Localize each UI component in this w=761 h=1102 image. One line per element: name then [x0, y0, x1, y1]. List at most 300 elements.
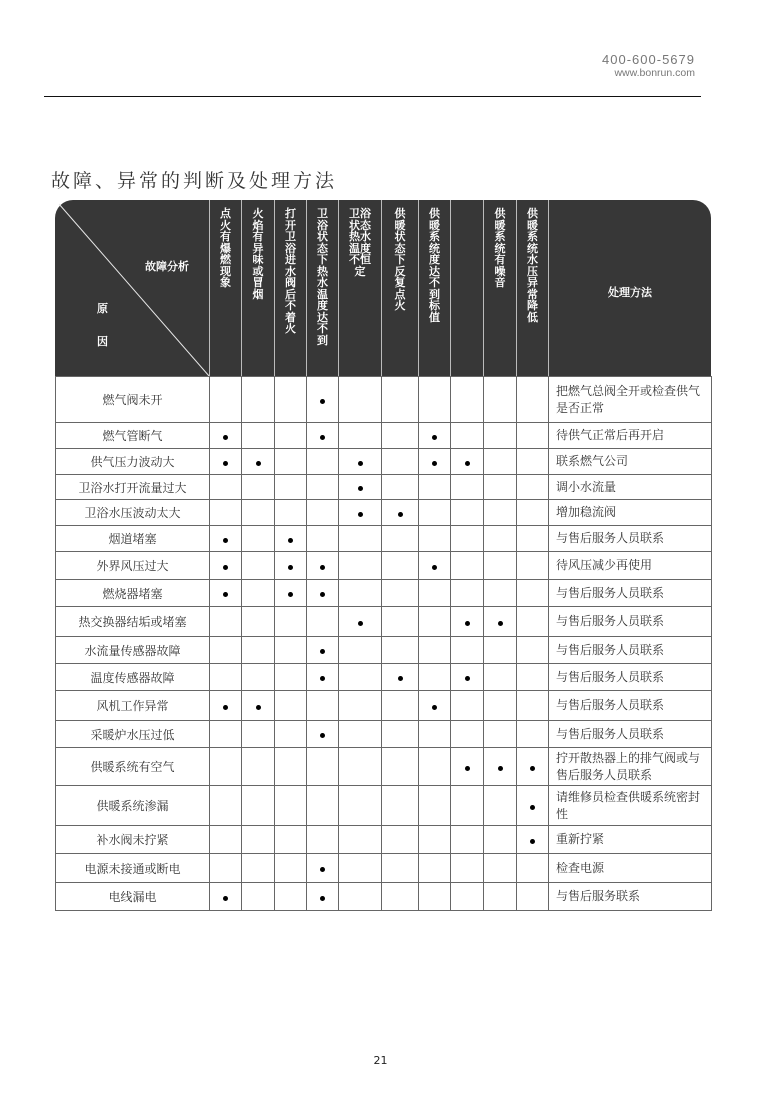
- table-row: [56, 883, 712, 911]
- fault-mark-cell: [210, 637, 242, 664]
- fault-column-label: 点火有爆燃现象: [220, 207, 231, 289]
- fault-column-header: [381, 200, 418, 376]
- fault-mark-cell: [451, 552, 484, 580]
- fault-mark-cell: [275, 552, 307, 580]
- fault-mark-cell: [451, 854, 484, 883]
- fault-cause: 采暖炉水压过低: [56, 721, 210, 748]
- fault-cause: 供气压力波动大: [56, 449, 210, 475]
- bullet-dot-icon: [223, 896, 228, 901]
- fault-mark-cell: [210, 377, 242, 423]
- fault-column-label: 供暖系统度达不到标值: [429, 207, 440, 324]
- fault-mark-cell: [517, 721, 549, 748]
- fault-mark-cell: [484, 854, 517, 883]
- fault-mark-cell: [517, 664, 549, 691]
- fault-column-label: 打开卫浴进水阀后不着火: [285, 207, 296, 335]
- fault-mark-cell: [517, 854, 549, 883]
- fault-mark-cell: [307, 607, 339, 637]
- fault-mark-cell: [339, 721, 382, 748]
- fault-cause: 燃气阀未开: [56, 377, 210, 423]
- fault-mark-cell: [275, 691, 307, 721]
- fault-mark-cell: [484, 637, 517, 664]
- bullet-dot-icon: [432, 461, 437, 466]
- fault-mark-cell: [451, 721, 484, 748]
- fault-mark-cell: [451, 423, 484, 449]
- fault-mark-cell: [382, 721, 419, 748]
- solution-method: 增加稳流阀: [549, 500, 712, 526]
- fault-mark-cell: [484, 826, 517, 854]
- fault-mark-cell: [339, 664, 382, 691]
- fault-mark-cell: [307, 500, 339, 526]
- bullet-dot-icon: [465, 676, 470, 681]
- fault-mark-cell: [242, 377, 275, 423]
- bullet-dot-icon: [320, 896, 325, 901]
- table-row: [56, 475, 712, 500]
- fault-mark-cell: [382, 377, 419, 423]
- fault-mark-cell: [339, 377, 382, 423]
- fault-mark-cell: [484, 786, 517, 826]
- fault-cause: 电线漏电: [56, 883, 210, 911]
- fault-mark-cell: [307, 423, 339, 449]
- fault-mark-cell: [210, 748, 242, 786]
- fault-mark-cell: [451, 500, 484, 526]
- solution-method: 把燃气总阀全开或检查供气是否正常: [549, 377, 712, 423]
- header-divider: [44, 96, 701, 97]
- fault-mark-cell: [210, 826, 242, 854]
- fault-mark-cell: [451, 664, 484, 691]
- fault-mark-cell: [210, 607, 242, 637]
- bullet-dot-icon: [530, 839, 535, 844]
- fault-mark-cell: [275, 449, 307, 475]
- solution-method: 调小水流量: [549, 475, 712, 500]
- table-row: [56, 552, 712, 580]
- fault-column-header: [274, 200, 306, 376]
- fault-mark-cell: [517, 691, 549, 721]
- fault-mark-cell: [307, 377, 339, 423]
- bullet-dot-icon: [256, 705, 261, 710]
- fault-mark-cell: [242, 526, 275, 552]
- fault-mark-cell: [451, 580, 484, 607]
- fault-mark-cell: [517, 637, 549, 664]
- fault-mark-cell: [451, 526, 484, 552]
- bullet-dot-icon: [320, 592, 325, 597]
- fault-mark-cell: [382, 854, 419, 883]
- fault-mark-cell: [382, 786, 419, 826]
- fault-mark-cell: [275, 526, 307, 552]
- fault-mark-cell: [307, 721, 339, 748]
- fault-mark-cell: [484, 500, 517, 526]
- fault-mark-cell: [242, 826, 275, 854]
- fault-mark-cell: [339, 786, 382, 826]
- bullet-dot-icon: [320, 676, 325, 681]
- fault-mark-cell: [517, 500, 549, 526]
- fault-mark-cell: [451, 786, 484, 826]
- fault-mark-cell: [339, 854, 382, 883]
- fault-cause: 供暖系统有空气: [56, 748, 210, 786]
- fault-mark-cell: [275, 637, 307, 664]
- fault-mark-cell: [382, 637, 419, 664]
- fault-mark-cell: [517, 526, 549, 552]
- fault-cause: 温度传感器故障: [56, 664, 210, 691]
- bullet-dot-icon: [432, 705, 437, 710]
- fault-mark-cell: [307, 449, 339, 475]
- fault-column-header: [483, 200, 516, 376]
- fault-mark-cell: [419, 883, 451, 911]
- fault-mark-cell: [517, 552, 549, 580]
- fault-mark-cell: [419, 500, 451, 526]
- fault-mark-cell: [339, 826, 382, 854]
- fault-column-label: 供暖系统有噪音: [494, 207, 506, 289]
- fault-mark-cell: [517, 475, 549, 500]
- solution-method: 与售后服务人员联系: [549, 691, 712, 721]
- bullet-dot-icon: [223, 461, 228, 466]
- fault-mark-cell: [307, 786, 339, 826]
- phone-number: 400-600-5679: [602, 52, 695, 67]
- bullet-dot-icon: [223, 565, 228, 570]
- fault-mark-cell: [419, 377, 451, 423]
- fault-mark-cell: [242, 449, 275, 475]
- fault-cause: 卫浴水压波动太大: [56, 500, 210, 526]
- troubleshooting-table: [55, 200, 711, 911]
- solution-method: 待供气正常后再开启: [549, 423, 712, 449]
- fault-mark-cell: [517, 423, 549, 449]
- solution-method: 与售后服务人员联系: [549, 526, 712, 552]
- fault-mark-cell: [419, 475, 451, 500]
- solution-method: 待风压减少再使用: [549, 552, 712, 580]
- fault-mark-cell: [382, 826, 419, 854]
- fault-mark-cell: [484, 552, 517, 580]
- fault-mark-cell: [419, 664, 451, 691]
- fault-mark-cell: [242, 883, 275, 911]
- fault-mark-cell: [210, 883, 242, 911]
- bullet-dot-icon: [358, 486, 363, 491]
- fault-mark-cell: [451, 449, 484, 475]
- fault-mark-cell: [451, 475, 484, 500]
- table-row: [56, 637, 712, 664]
- bullet-dot-icon: [358, 621, 363, 626]
- fault-cause: 补水阀未拧紧: [56, 826, 210, 854]
- bullet-dot-icon: [498, 766, 503, 771]
- fault-mark-cell: [210, 449, 242, 475]
- fault-mark-cell: [517, 786, 549, 826]
- fault-mark-cell: [382, 475, 419, 500]
- fault-mark-cell: [382, 691, 419, 721]
- fault-mark-cell: [517, 607, 549, 637]
- fault-mark-cell: [210, 580, 242, 607]
- fault-mark-cell: [307, 854, 339, 883]
- fault-mark-cell: [339, 580, 382, 607]
- fault-mark-cell: [307, 637, 339, 664]
- fault-cause: 烟道堵塞: [56, 526, 210, 552]
- fault-mark-cell: [307, 580, 339, 607]
- bullet-dot-icon: [320, 733, 325, 738]
- fault-cause: 电源未接通或断电: [56, 854, 210, 883]
- table-row: [56, 854, 712, 883]
- fault-mark-cell: [210, 423, 242, 449]
- fault-mark-cell: [419, 449, 451, 475]
- fault-mark-cell: [451, 607, 484, 637]
- bullet-dot-icon: [288, 565, 293, 570]
- solution-method: 与售后服务人员联系: [549, 664, 712, 691]
- fault-mark-cell: [242, 475, 275, 500]
- fault-mark-cell: [242, 748, 275, 786]
- table-row: [56, 580, 712, 607]
- fault-mark-cell: [339, 526, 382, 552]
- bullet-dot-icon: [398, 512, 403, 517]
- fault-mark-cell: [242, 500, 275, 526]
- fault-mark-cell: [307, 475, 339, 500]
- fault-mark-cell: [242, 721, 275, 748]
- bullet-dot-icon: [465, 621, 470, 626]
- bullet-dot-icon: [288, 538, 293, 543]
- fault-cause: 外界风压过大: [56, 552, 210, 580]
- solution-method: 重新拧紧: [549, 826, 712, 854]
- fault-mark-cell: [419, 691, 451, 721]
- fault-mark-cell: [382, 552, 419, 580]
- table-row: [56, 423, 712, 449]
- fault-mark-cell: [419, 786, 451, 826]
- contact-info: [602, 52, 695, 80]
- fault-mark-cell: [307, 826, 339, 854]
- fault-mark-cell: [242, 580, 275, 607]
- fault-mark-cell: [382, 607, 419, 637]
- fault-mark-cell: [517, 748, 549, 786]
- fault-mark-cell: [484, 449, 517, 475]
- bullet-dot-icon: [223, 592, 228, 597]
- fault-mark-cell: [451, 826, 484, 854]
- bullet-dot-icon: [358, 512, 363, 517]
- bullet-dot-icon: [498, 621, 503, 626]
- fault-mark-cell: [419, 552, 451, 580]
- solution-method: 检查电源: [549, 854, 712, 883]
- fault-mark-cell: [339, 883, 382, 911]
- fault-column-label: 供暖系统水压异常降低: [527, 207, 538, 324]
- fault-mark-cell: [275, 607, 307, 637]
- table-row: [56, 786, 712, 826]
- table-row: [56, 449, 712, 475]
- fault-mark-cell: [484, 580, 517, 607]
- fault-cause: 燃烧器堵塞: [56, 580, 210, 607]
- fault-mark-cell: [210, 786, 242, 826]
- solution-method: 与售后服务联系: [549, 883, 712, 911]
- fault-mark-cell: [451, 637, 484, 664]
- table-row: [56, 607, 712, 637]
- fault-mark-cell: [382, 580, 419, 607]
- bullet-dot-icon: [530, 805, 535, 810]
- fault-mark-cell: [419, 826, 451, 854]
- page-title: 故障、异常的判断及处理方法: [51, 169, 338, 192]
- fault-mark-cell: [307, 552, 339, 580]
- solution-method: 拧开散热器上的排气阀或与售后服务人员联系: [549, 748, 712, 786]
- fault-mark-cell: [382, 526, 419, 552]
- fault-mark-cell: [307, 526, 339, 552]
- fault-column-label: 卫浴状态热水温度不恒定: [349, 207, 371, 278]
- fault-cause: 热交换器结垢或堵塞: [56, 607, 210, 637]
- fault-column-label: 火焰有异味或冒烟: [252, 207, 264, 301]
- fault-mark-cell: [484, 691, 517, 721]
- fault-column-label: 供暖状态下反复点火: [394, 207, 406, 312]
- fault-mark-cell: [419, 854, 451, 883]
- fault-mark-cell: [210, 500, 242, 526]
- fault-mark-cell: [517, 883, 549, 911]
- fault-mark-cell: [242, 664, 275, 691]
- fault-column-header: [338, 200, 381, 376]
- fault-cause: 供暖系统渗漏: [56, 786, 210, 826]
- fault-mark-cell: [210, 721, 242, 748]
- fault-mark-cell: [307, 883, 339, 911]
- fault-mark-cell: [242, 637, 275, 664]
- fault-column-header: [306, 200, 338, 376]
- fault-column-header: [209, 200, 241, 376]
- fault-mark-cell: [307, 664, 339, 691]
- fault-mark-cell: [275, 423, 307, 449]
- bullet-dot-icon: [223, 538, 228, 543]
- fault-mark-cell: [275, 664, 307, 691]
- fault-cause: 水流量传感器故障: [56, 637, 210, 664]
- method-column-header: [548, 200, 711, 376]
- fault-mark-cell: [242, 423, 275, 449]
- solution-method: 与售后服务人员联系: [549, 721, 712, 748]
- table-header: [55, 200, 711, 376]
- solution-method: 与售后服务人员联系: [549, 607, 712, 637]
- fault-mark-cell: [275, 854, 307, 883]
- fault-mark-cell: [382, 449, 419, 475]
- bullet-dot-icon: [465, 461, 470, 466]
- fault-column-header: [516, 200, 548, 376]
- fault-mark-cell: [484, 721, 517, 748]
- method-column-label: 处理方法: [608, 286, 652, 299]
- fault-mark-cell: [210, 691, 242, 721]
- bullet-dot-icon: [320, 867, 325, 872]
- fault-mark-cell: [242, 786, 275, 826]
- fault-mark-cell: [339, 500, 382, 526]
- fault-mark-cell: [275, 500, 307, 526]
- bullet-dot-icon: [465, 766, 470, 771]
- fault-mark-cell: [484, 748, 517, 786]
- fault-cause: 卫浴水打开流量过大: [56, 475, 210, 500]
- fault-mark-cell: [210, 526, 242, 552]
- bullet-dot-icon: [288, 592, 293, 597]
- fault-mark-cell: [484, 607, 517, 637]
- table-row: [56, 526, 712, 552]
- bullet-dot-icon: [398, 676, 403, 681]
- fault-mark-cell: [275, 580, 307, 607]
- fault-mark-cell: [275, 786, 307, 826]
- fault-mark-cell: [339, 691, 382, 721]
- fault-cause: 燃气管断气: [56, 423, 210, 449]
- bullet-dot-icon: [320, 565, 325, 570]
- fault-mark-cell: [339, 475, 382, 500]
- fault-mark-cell: [242, 854, 275, 883]
- bullet-dot-icon: [320, 399, 325, 404]
- fault-mark-cell: [242, 607, 275, 637]
- fault-mark-cell: [419, 721, 451, 748]
- bullet-dot-icon: [320, 649, 325, 654]
- page-number: 21: [373, 1054, 388, 1067]
- fault-mark-cell: [484, 377, 517, 423]
- fault-mark-cell: [242, 691, 275, 721]
- fault-column-header: [450, 200, 483, 376]
- table-row: [56, 721, 712, 748]
- bullet-dot-icon: [530, 766, 535, 771]
- fault-mark-cell: [484, 883, 517, 911]
- table-row: [56, 377, 712, 423]
- fault-mark-cell: [275, 721, 307, 748]
- fault-mark-cell: [517, 449, 549, 475]
- fault-mark-cell: [382, 423, 419, 449]
- fault-column-header: [241, 200, 274, 376]
- fault-mark-cell: [484, 423, 517, 449]
- fault-mark-cell: [419, 580, 451, 607]
- solution-method: 与售后服务人员联系: [549, 637, 712, 664]
- fault-mark-cell: [339, 423, 382, 449]
- bullet-dot-icon: [223, 435, 228, 440]
- table-row: [56, 500, 712, 526]
- fault-mark-cell: [484, 475, 517, 500]
- corner-label-fault-analysis: 故障分析: [145, 260, 189, 273]
- fault-mark-cell: [275, 748, 307, 786]
- corner-diagonal-line: [55, 200, 210, 376]
- website-link[interactable]: www.bonrun.com: [614, 67, 695, 79]
- fault-mark-cell: [242, 552, 275, 580]
- fault-mark-cell: [275, 826, 307, 854]
- bullet-dot-icon: [223, 705, 228, 710]
- corner-label-cause-1: 原: [97, 302, 108, 315]
- fault-mark-cell: [275, 883, 307, 911]
- solution-method: 请维修员检查供暖系统密封性: [549, 786, 712, 826]
- table-row: [56, 664, 712, 691]
- fault-mark-cell: [451, 377, 484, 423]
- bullet-dot-icon: [358, 461, 363, 466]
- fault-mark-cell: [339, 637, 382, 664]
- bullet-dot-icon: [256, 461, 261, 466]
- fault-mark-cell: [517, 580, 549, 607]
- fault-mark-cell: [210, 552, 242, 580]
- fault-mark-cell: [419, 637, 451, 664]
- fault-mark-cell: [451, 748, 484, 786]
- bullet-dot-icon: [320, 435, 325, 440]
- fault-mark-cell: [517, 826, 549, 854]
- fault-mark-cell: [339, 748, 382, 786]
- bullet-dot-icon: [432, 435, 437, 440]
- solution-method: 与售后服务人员联系: [549, 580, 712, 607]
- fault-cause: 风机工作异常: [56, 691, 210, 721]
- fault-mark-cell: [339, 552, 382, 580]
- fault-mark-cell: [451, 691, 484, 721]
- fault-mark-cell: [339, 607, 382, 637]
- fault-mark-cell: [484, 664, 517, 691]
- fault-column-header: [418, 200, 450, 376]
- fault-mark-cell: [382, 500, 419, 526]
- fault-mark-cell: [275, 377, 307, 423]
- fault-mark-cell: [451, 883, 484, 911]
- fault-mark-cell: [419, 423, 451, 449]
- fault-mark-cell: [419, 526, 451, 552]
- fault-mark-cell: [307, 748, 339, 786]
- corner-label-cause-2: 因: [97, 335, 108, 348]
- solution-method: 联系燃气公司: [549, 449, 712, 475]
- table-row: [56, 691, 712, 721]
- fault-mark-cell: [517, 377, 549, 423]
- fault-mark-cell: [307, 691, 339, 721]
- table-row: [56, 748, 712, 786]
- fault-mark-cell: [339, 449, 382, 475]
- fault-mark-cell: [484, 526, 517, 552]
- fault-mark-cell: [275, 475, 307, 500]
- fault-mark-cell: [419, 607, 451, 637]
- fault-mark-cell: [210, 664, 242, 691]
- fault-grid: [55, 376, 712, 911]
- fault-mark-cell: [382, 664, 419, 691]
